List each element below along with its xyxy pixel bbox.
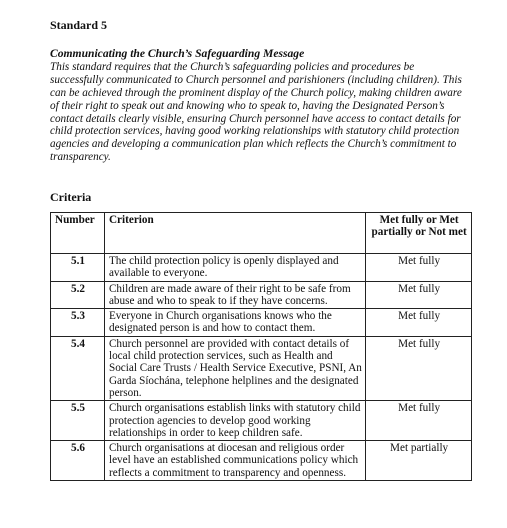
criteria-heading: Criteria — [50, 190, 92, 204]
criterion-number: 5.6 — [51, 441, 105, 481]
column-header-criterion: Criterion — [104, 213, 365, 254]
standard-description: This standard requires that the Church’s safeguarding policies and procedures be successfully communicated to Church personnel and parishioners (including children). This can be achieved through the prominent display of the Church policy, making children aware of their right to speak out and knowing who to speak to, having the Designated Person’s contact details clearly visible, ensuring Church personnel have access to contact details for child protection services, having good working relationships with statutory child protection agencies and developing a communication plan which reflects the Church’s commitment to transparency. — [50, 60, 462, 164]
criterion-text: Everyone in Church organisations knows who the designated person is and how to contact them. — [104, 309, 365, 337]
criterion-status: Met fully — [366, 254, 472, 282]
criterion-status: Met fully — [366, 281, 472, 309]
table-row — [51, 309, 472, 337]
criterion-status: Met fully — [366, 401, 472, 441]
criterion-text: Church organisations at diocesan and religious order level have an established communications policy which reflects a commitment to transparency and openness. — [104, 441, 365, 481]
criterion-number: 5.3 — [51, 309, 105, 337]
criterion-text: Church personnel are provided with contact details of local child protection services, such as Health and Social Care Trusts / Health Service Executive, PSNI, An Garda Síochána, telephone helplines and the designated person. — [104, 336, 365, 400]
criterion-status: Met fully — [366, 309, 472, 337]
criterion-text: The child protection policy is openly displayed and available to everyone. — [104, 254, 365, 282]
standard-heading: Standard 5 — [50, 18, 108, 32]
table-row — [51, 254, 472, 282]
criterion-number: 5.4 — [51, 336, 105, 400]
standard-intro — [50, 48, 470, 164]
criterion-number: 5.2 — [51, 281, 105, 309]
criterion-number: 5.5 — [51, 401, 105, 441]
standard-title: Communicating the Church’s Safeguarding Message — [50, 47, 305, 60]
column-header-number: Number — [51, 213, 105, 254]
table-row — [51, 336, 472, 400]
criterion-text: Church organisations establish links with statutory child protection agencies to develop good working relationships in order to keep children safe. — [104, 401, 365, 441]
criterion-status: Met fully — [366, 336, 472, 400]
table-row — [51, 441, 472, 481]
criterion-text: Children are made aware of their right to be safe from abuse and who to speak to if they have concerns. — [104, 281, 365, 309]
criterion-status: Met partially — [366, 441, 472, 481]
table-row — [51, 281, 472, 309]
table-header-row — [51, 213, 472, 254]
criteria-table — [50, 212, 472, 481]
criterion-number: 5.1 — [51, 254, 105, 282]
table-row — [51, 401, 472, 441]
column-header-met: Met fully or Met partially or Not met — [366, 213, 472, 254]
